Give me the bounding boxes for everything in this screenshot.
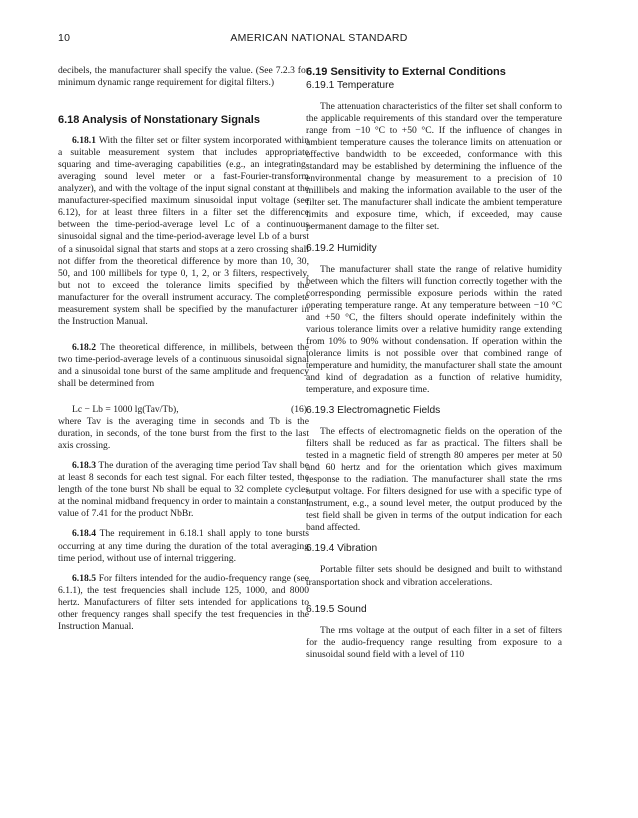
left-column — [58, 65, 309, 633]
heading-6-19-2: 6.19.2 Humidity — [306, 242, 377, 254]
heading-6-19-1: 6.19.1 Temperature — [306, 80, 395, 91]
paragraph-6-18-2 — [58, 342, 309, 390]
clause-number: 6.18.1 — [72, 135, 96, 147]
running-head: AMERICAN NATIONAL STANDARD — [230, 32, 408, 44]
paragraph-6-18-3 — [58, 460, 309, 520]
page-header — [58, 32, 580, 48]
clause-number: 6.18.3 — [72, 460, 96, 472]
equation-16 — [58, 404, 309, 416]
paragraph-6-19-2: The manufacturer shall state the range of relative humidity between which the filters will function correctly together with the corresponding permissible exposure periods within the rated operating temperature range. At any temperature between −10 °C and +50 °C, the filters should operate indefinitely within the various tolerance limits over a relative humidity range extending from 10% to 90% without condensation. If operation within the tolerance limits is not possible over that combined range of temperature and humidity, the manufacturer shall state the amount and kind of degradation as a function of relative humidity, temperature, and exposure time. — [306, 263, 562, 395]
clause-number: 6.18.5 — [72, 572, 96, 584]
intro-paragraph: decibels, the manufacturer shall specify the value. (See 7.2.3 for minimum dynamic range requirement for digital filters.) — [58, 65, 309, 89]
heading-6-19-4: 6.19.4 Vibration — [306, 543, 378, 555]
clause-text: For filters intended for the audio-frequency range (see 6.1.1), the test frequencies shall include 125, 1000, and 8000 hertz. Manufacturers of filter sets intended for applications to other frequency ranges shall specify the test frequencies in the Instruction Manual. — [58, 572, 309, 632]
heading-6-19-3: 6.19.3 Electromagnetic Fields — [306, 405, 441, 417]
section-6-19-heading: 6.19 Sensitivity to External Conditions — [306, 66, 506, 78]
paragraph-6-19-4: Portable filter sets should be designed and built to withstand transportation shock and vibration accelerations. — [306, 564, 562, 588]
clause-number: 6.18.2 — [72, 341, 96, 353]
equation-definitions: where Tav is the averaging time in seconds and Tb is the duration, in seconds, of the tone burst from the first to the last axis crossing. — [58, 416, 309, 452]
paragraph-6-19-5: The rms voltage at the output of each filter in a set of filters for the audio-frequency range resulting from exposure to a sinusoidal sound field with a level of 110 — [306, 624, 562, 660]
clause-text: The duration of the averaging time period Tav shall be at least 8 seconds for each test signal. For each filter tested, the length of the tone burst Nb shall be equal to 32 complete cycles at the nominal midband frequency in order to maintain a constant value of 7.41 for the product NbBr. — [58, 460, 309, 520]
heading-6-19-5: 6.19.5 Sound — [306, 603, 367, 615]
equation-number: (16) — [291, 404, 307, 416]
paragraph-6-19-1: The attenuation characteristics of the filter set shall conform to the applicable requirements of this standard over the temperature range from −10 °C to +50 °C. If the influence of changes in ambient temperature causes the tolerance limits on attenuation or effective bandwidth to be exceeded, conformance with this standard may be established by determining the influence of the environmental change by measurement to a precision of 10 millibels and making the information available to the user of the filter set. The manufacturer shall indicate the ambient temperature limits and exposure time, which, if exceeded, may cause permanent damage to the filter set. — [306, 101, 562, 233]
paragraph-6-18-1 — [58, 135, 309, 328]
clause-text: The requirement in 6.18.1 shall apply to tone bursts occurring at any time during the duration of the total averaging time period, without use of internal triggering. — [58, 528, 309, 564]
page-number: 10 — [58, 32, 71, 44]
clause-text: With the filter set or filter system incorporated within a suitable measurement system that includes appropriate squaring and time-averaging capabilities (e.g., an integrating-averaging sound level meter or a fast-Fourier-transform analyzer), and with the voltage of the input signal constant at the manufacturer-specified maximum sinusoidal input voltage (see 6.12), for at least three filters in a filter set the difference between the time-period-average level Lc of a continuous sinusoidal signal and the time-period-average level Lb of a burst of a sinusoidal signal that starts and stops at a zero crossing shall not differ from the theoretical difference by more than 10, 30, 50, and 100 millibels for type 0, 1, 2, or 3 filters, respectively, but not to exceed the tolerance limits specified by the manufacturer for the overall instrument accuracy. The complete measurement system shall be specified by the manufacturer in the Instruction Manual. — [58, 135, 309, 327]
clause-text: The theoretical difference, in millibels, between the two time-period-average levels of a continuous sinusoidal signal and a sinusoidal tone burst of the same amplitude and frequency shall be determined from — [58, 341, 310, 389]
paragraph-6-18-5 — [58, 573, 309, 633]
paragraph-6-18-4 — [58, 528, 309, 564]
section-6-18-heading: 6.18 Analysis of Nonstationary Signals — [58, 114, 260, 127]
equation-text: Lc − Lb = 1000 lg(Tav/Tb), — [72, 404, 179, 416]
right-column — [306, 65, 562, 661]
clause-number: 6.18.4 — [72, 528, 96, 540]
paragraph-6-19-3: The effects of electromagnetic fields on the operation of the filters shall be reduced as far as practical. The filters shall be tested in a magnetic field of strength 80 amperes per meter at 50 and 60 hertz and for the orientation which gives maximum response to the radiation. The manufacturer shall state the rms output voltage. For filters designed for use with a specific type of instrument, e.g., a sound level meter, the output produced by the test field shall be given in terms of the output indication for each band affected. — [306, 426, 562, 534]
